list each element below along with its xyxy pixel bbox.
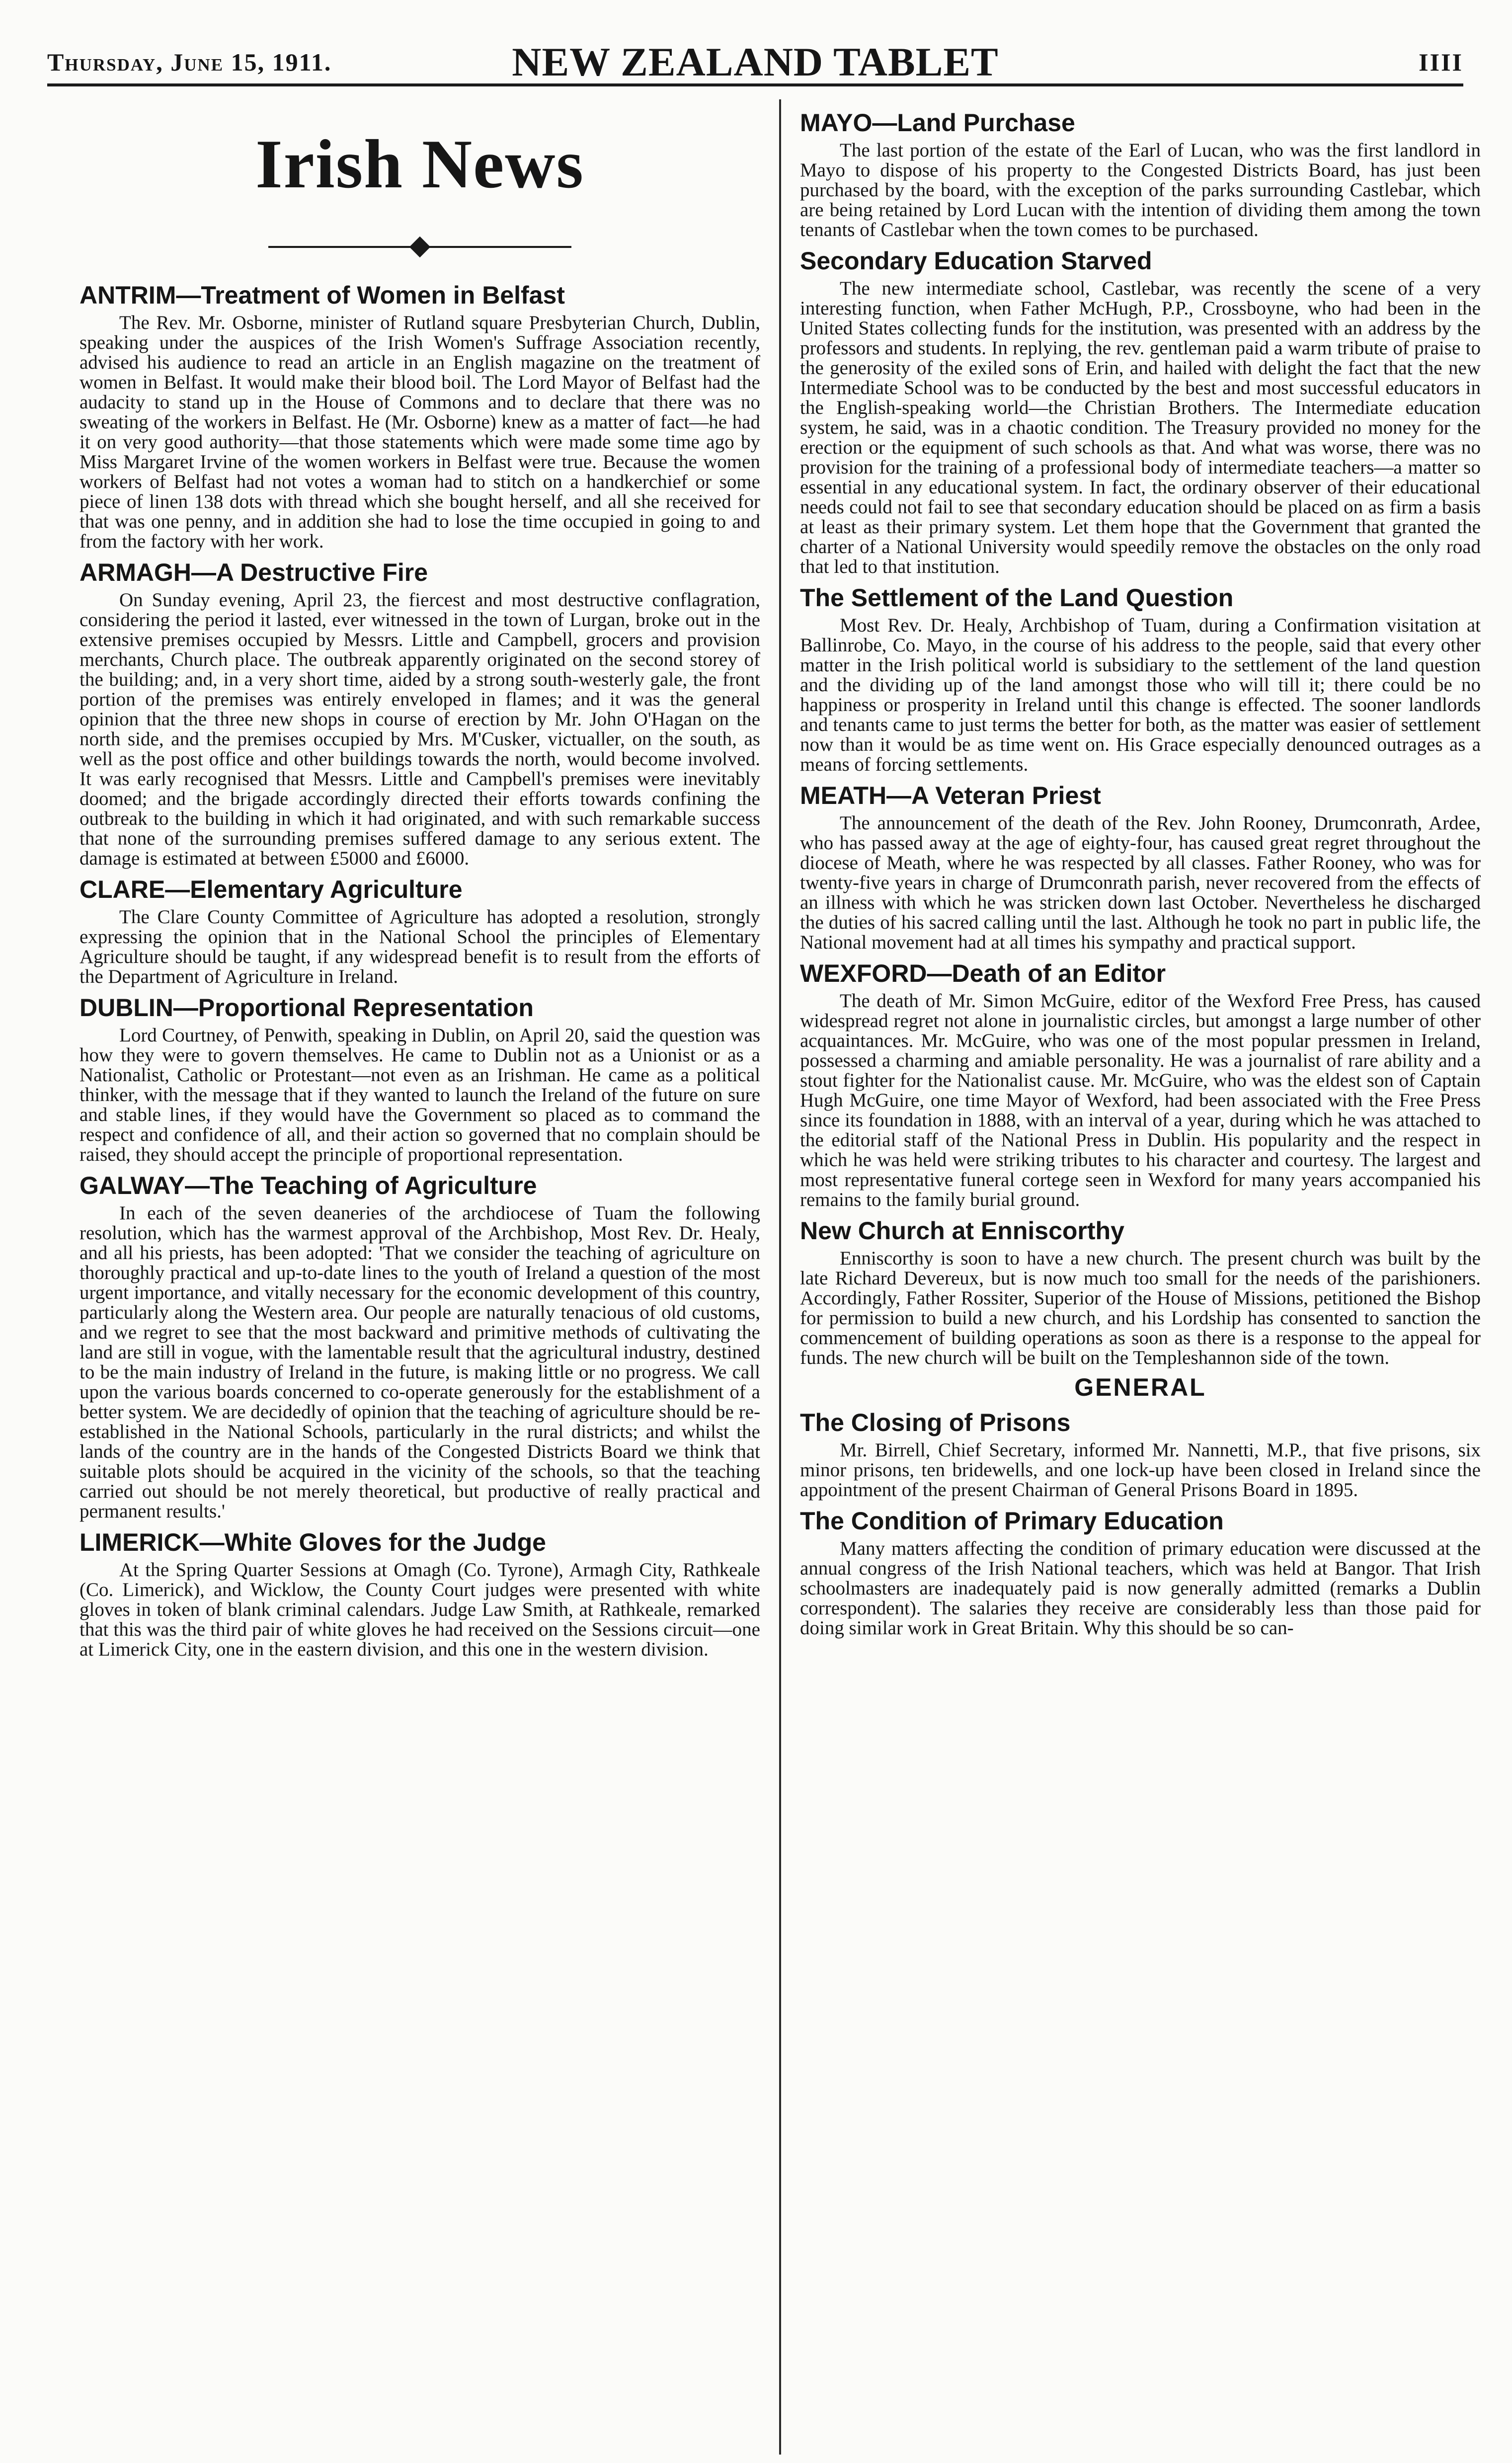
article-body: The new intermediate school, Castlebar, was recently the scene of a very interesting function, when Father McHugh, P.P., Crossboyne, who had been in the United States collecting funds for the institution, was presented with an address by the professors and students. In replying, the rev. gentleman paid a warm tribute of praise to the generosity of the exiled sons of Erin, and hailed with delight the fact that the new Intermediate School was to be conducted by the best and most successful educators in the English-speaking world—the Christian Brothers. The Intermediate education system, he said, was in a chaotic condition. The Treasury provided no money for the erection or the equipment of such schools as that. And what was worse, there was no provision for the training of a professional body of intermediate teachers—a matter so essential in any educational system. In fact, the ordinary observer of their educational needs could not fail to see that secondary education should be placed on as firm a basis at least as their primary system. Let them hope that the Government that granted the charter of a National University would speedily remove the obstacles on the only road that led to that institution. bbox=[800, 278, 1481, 577]
article-heading: ANTRIM—Treatment of Women in Belfast bbox=[80, 281, 565, 309]
masthead bbox=[47, 39, 1463, 86]
article bbox=[800, 109, 1481, 240]
article bbox=[800, 959, 1481, 1210]
article-body: On Sunday evening, April 23, the fiercest and most destructive conflagration, considering the period it lasted, ever witnessed in the town of Lurgan, broke out in the extensive premises occupied by Messrs. Little and Campbell, grocers and provision merchants, Church place. The outbreak apparently originated on the second storey of the building; and, in a very short time, aided by a strong south-westerly gale, the front portion of the premises was entirely enveloped in flames; and it was the general opinion that the three new shops in course of erection by Mr. John O'Hagan on the north side, and the premises occupied by Mrs. M'Cusker, victualler, on the south, as well as the post office and other buildings towards the north, would become involved. It was early recognised that Messrs. Little and Campbell's premises were inevitably doomed; and the brigade accordingly directed their efforts towards confining the outbreak to the building in which it had originated, and with such remarkable success that none of the surrounding premises suffered damage to any serious extent. The damage is estimated at between £5000 and £6000. bbox=[80, 589, 760, 869]
article-heading: WEXFORD—Death of an Editor bbox=[800, 959, 1166, 987]
article bbox=[800, 1409, 1481, 1500]
article bbox=[80, 558, 760, 869]
article-heading: MEATH—A Veteran Priest bbox=[800, 782, 1101, 809]
article bbox=[80, 281, 760, 552]
article-body: The Rev. Mr. Osborne, minister of Rutland square Presbyterian Church, Dublin, speaking under the auspices of the Irish Women's Suffrage Association recently, advised his audience to read an article in an English magazine on the treatment of women in Belfast. It would make their blood boil. The Lord Mayor of Belfast had the audacity to stand up in the House of Commons and to declare that there was no sweating of the workers in Belfast. He (Mr. Osborne) knew as a matter of fact—he had it on very good authority—that those statements which were made some time ago by Miss Margaret Irvine of the women workers in Belfast were true. Because the women workers of Belfast had not votes a woman had to stitch on a handkerchief or some piece of linen 138 dots with thread which she bought herself, and all she received for that was one penny, and in addition she had to lose the time occupied in going to and from the factory with her work. bbox=[80, 312, 760, 552]
article bbox=[800, 1217, 1481, 1368]
article-heading: GALWAY—The Teaching of Agriculture bbox=[80, 1172, 537, 1199]
article-body: The Clare County Committee of Agriculture has adopted a resolution, strongly expressing the opinion that in the National School the principles of Elementary Agriculture should be taught, if any widespread benefit is to result from the efforts of the Department of Agriculture in Ireland. bbox=[80, 906, 760, 987]
article-body: Many matters affecting the condition of primary education were discussed at the annual congress of the Irish National teachers, which was held at Bangor. That Irish schoolmasters are inadequately paid is now generally admitted (remarks a Dublin correspondent). The salaries they receive are considerably less than those paid for doing similar work in Great Britain. Why this should be so can- bbox=[800, 1538, 1481, 1639]
article-heading: CLARE—Elementary Agriculture bbox=[80, 875, 463, 903]
article-body: The death of Mr. Simon McGuire, editor of the Wexford Free Press, has caused widespread regret not alone in journalistic circles, but amongst a large number of other acquaintances. Mr. McGuire, who was one of the most popular pressmen in Ireland, possessed a charming and amiable personality. He was a journalist of rare ability and a stout fighter for the Nationalist cause. Mr. McGuire, who was the eldest son of Captain Hugh McGuire, one time Mayor of Wexford, had been associated with the Free Press since its foundation in 1888, with an interval of a year, during which he was attached to the editorial staff of the National Press in Dublin. His popularity and the respect in which he was held were striking tributes to his character and courtesy. The largest and most representative funeral cortege seen in Wexford for many years accompanied his remains to the family burial ground. bbox=[800, 990, 1481, 1210]
section-title: Irish News bbox=[255, 126, 584, 203]
article bbox=[800, 584, 1481, 775]
article-heading: DUBLIN—Proportional Representation bbox=[80, 994, 534, 1022]
newspaper-title: NEW ZEALAND TABLET bbox=[512, 39, 999, 84]
article bbox=[800, 782, 1481, 953]
article bbox=[800, 247, 1481, 577]
article bbox=[800, 1507, 1481, 1638]
issue-date: Thursday, June 15, 1911. bbox=[47, 48, 332, 76]
article bbox=[80, 1528, 760, 1660]
article-body: The announcement of the death of the Rev. John Rooney, Drumconrath, Ardee, who has passed away at the age of eighty-four, has caused great regret throughout the diocese of Meath, where he was respected by all classes. Father Rooney, who was for twenty-five years in charge of Drumconrath parish, never recovered from the effects of an illness with which he was stricken down last October. Nevertheless he discharged the duties of his sacred calling until the last. Although he took no part in public life, the National movement had at all times his sympathy and practical support. bbox=[800, 812, 1481, 953]
right-articles bbox=[800, 109, 1481, 1368]
page-number: IIII bbox=[1419, 48, 1463, 76]
article bbox=[80, 994, 760, 1165]
general-heading: GENERAL bbox=[1074, 1373, 1206, 1401]
right-column bbox=[800, 102, 1481, 2443]
article bbox=[80, 875, 760, 987]
article-body: Most Rev. Dr. Healy, Archbishop of Tuam, during a Confirmation visitation at Ballinrobe, Co. Mayo, in the course of his address to the people, said that every other matter in the Irish political world is subsidiary to the settlement of the land question and the dividing up of the land amongst those who will till it; there could be no happiness or prosperity in Ireland until this change is effected. The sooner landlords and tenants came to just terms the better for both, as the matter was easier of settlement now than it would be as time went on. His Grace especially denounced outrages as a means of forcing settlements. bbox=[800, 615, 1481, 775]
article-heading: LIMERICK—White Gloves for the Judge bbox=[80, 1528, 546, 1556]
article-heading: The Settlement of the Land Question bbox=[800, 584, 1234, 612]
left-column bbox=[80, 102, 760, 2443]
article-heading: ARMAGH—A Destructive Fire bbox=[80, 558, 428, 586]
left-articles bbox=[80, 281, 760, 1660]
article-heading: New Church at Enniscorthy bbox=[800, 1217, 1124, 1245]
article-heading: Secondary Education Starved bbox=[800, 247, 1152, 275]
article-body: Mr. Birrell, Chief Secretary, informed Mr. Nannetti, M.P., that five prisons, six minor prisons, ten bridewells, and one lock-up have been closed in Ireland since the appointment of the present Chairman of General Prisons Board in 1895. bbox=[800, 1439, 1481, 1501]
article-body: Lord Courtney, of Penwith, speaking in Dublin, on April 20, said the question was how they were to govern themselves. He came to Dublin not as a Unionist or as a Nationalist, Catholic or Protestant—not even as an Irishman. He came as a political thinker, with the message that if they wanted to launch the Ireland of the future on sure and stable lines, if they would have the Government so placed as to command the respect and confidence of all, and their action so governed that no complain should be raised, they should accept the principle of proportional representation. bbox=[80, 1025, 760, 1165]
article-heading: MAYO—Land Purchase bbox=[800, 109, 1075, 137]
column-divider bbox=[779, 99, 781, 2455]
ornament-divider bbox=[80, 232, 760, 261]
general-articles bbox=[800, 1409, 1481, 1638]
article-heading: The Closing of Prisons bbox=[800, 1409, 1071, 1436]
article-heading: The Condition of Primary Education bbox=[800, 1507, 1224, 1535]
article-body: At the Spring Quarter Sessions at Omagh (Co. Tyrone), Armagh City, Rathkeale (Co. Limerick), and Wicklow, the County Court judges were presented with white gloves in token of blank criminal calendars. Judge Law Smith, at Rathkeale, remarked that this was the third pair of white gloves he had received on the Sessions circuit—one at Limerick City, one in the eastern division, and this one in the western division. bbox=[80, 1559, 760, 1660]
article-body: The last portion of the estate of the Earl of Lucan, who was the first landlord in Mayo to dispose of his property to the Congested Districts Board, has just been purchased by the board, with the exception of the parks surrounding Castlebar, which are being retained by Lord Lucan with the intention of dividing them among the town tenants of Castlebar when the town comes to be purchased. bbox=[800, 140, 1481, 240]
article-body: In each of the seven deaneries of the archdiocese of Tuam the following resolution, which has the warmest approval of the Archbishop, Most Rev. Dr. Healy, and all his priests, has been adopted: 'That we consider the teaching of agriculture on thoroughly practical and up-to-date lines to the youth of Ireland a question of the most urgent importance, and vitally necessary for the economic development of this country, particularly along the Western area. Our people are naturally tenacious of old customs, and we regret to see that the most backward and primitive methods of cultivating the land are still in vogue, with the lamentable result that the agricultural industry, destined to be the main industry of Ireland in the future, is making little or no progress. We call upon the various boards concerned to co-operate generously for the establishment of a better system. We are decidedly of opinion that the teaching of agriculture should be re-established in the National Schools, particularly in the rural districts; and whilst the lands of the country are in the hands of the Congested Districts Board we think that suitable plots should be acquired in the vicinity of the schools, so that the teaching carried out should be not merely theoretical, but productive of really practical and permanent results.' bbox=[80, 1202, 760, 1522]
article-body: Enniscorthy is soon to have a new church. The present church was built by the late Richard Devereux, but is now much too small for the needs of the parishioners. Accordingly, Father Rossiter, Superior of the House of Missions, petitioned the Bishop for permission to build a new church, and his Lordship has consented to sanction the commencement of building operations as soon as there is a response to the appeal for funds. The new church will be built on the Templeshannon side of the town. bbox=[800, 1248, 1481, 1368]
article bbox=[80, 1172, 760, 1521]
